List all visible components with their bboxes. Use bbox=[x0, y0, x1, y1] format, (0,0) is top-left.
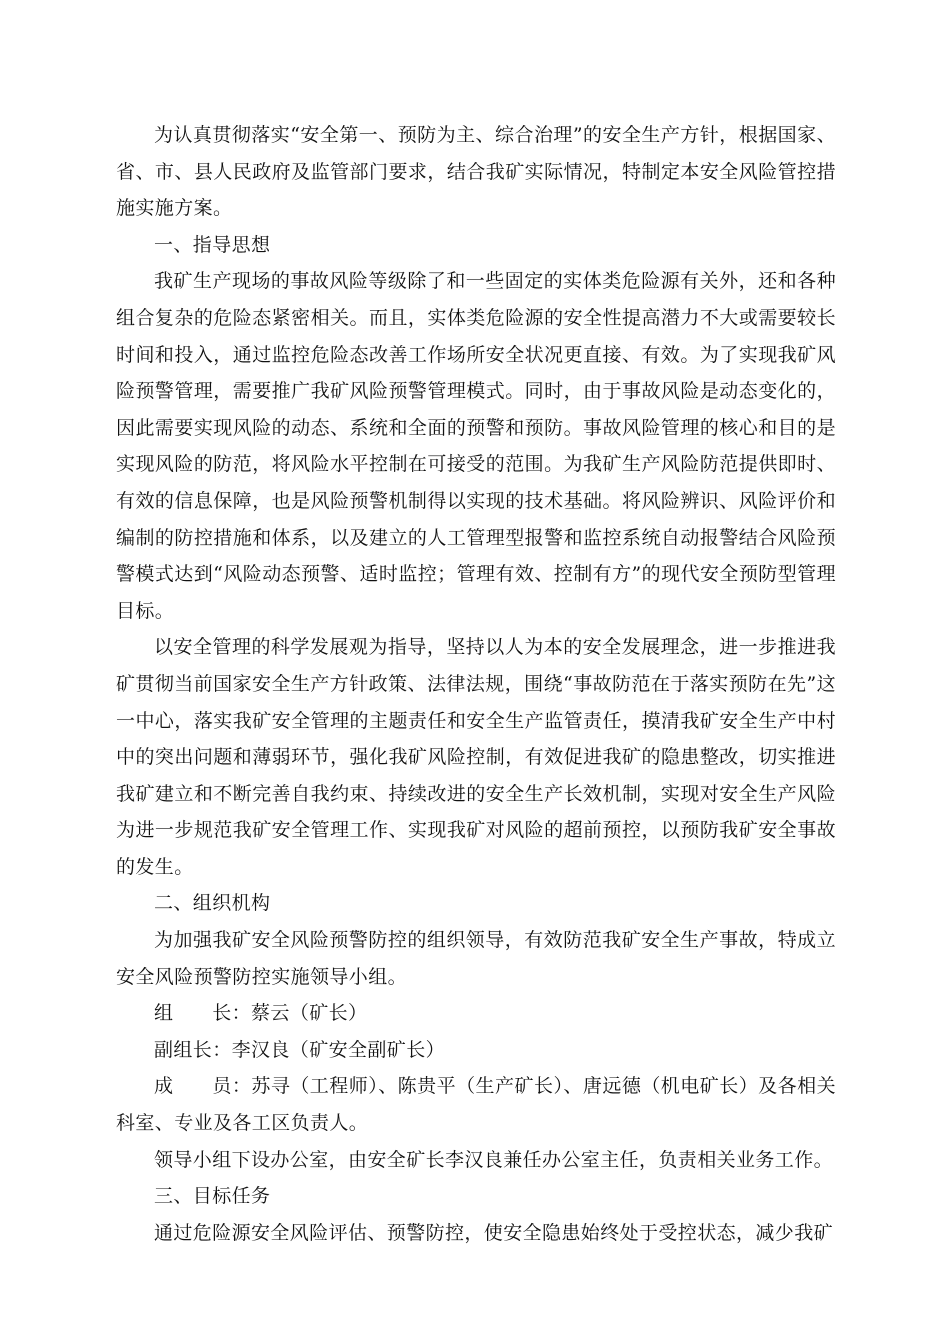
members-line bbox=[116, 1068, 836, 1141]
section-1-paragraph-1: 我矿生产现场的事故风险等级除了和一些固定的实体类危险源有关外，还和各种组合复杂的危险态紧密相关。而且，实体类危险源的安全性提高潜力不大或需要较长时间和投入，通过监控危险态改善工作场所安全状况更直接、有效。为了实现我矿风险预警管理，需要推广我矿风险预警管理模式。同时，由于事故风险是动态变化的，因此需要实现风险的动态、系统和全面的预警和预防。事故风险管理的核心和目的是实现风险的防范，将风险水平控制在可接受的范围。为我矿生产风险防范提供即时、有效的信息保障，也是风险预警机制得以实现的技术基础。将风险辨识、风险评价和编制的防控措施和体系，以及建立的人工管理型报警和监控系统自动报警结合风险预警模式达到“风险动态预警、适时监控；管理有效、控制有方”的现代安全预防型管理目标。 bbox=[116, 270, 836, 622]
leader-value: 蔡云（矿长） bbox=[251, 1002, 368, 1025]
deputy-line bbox=[116, 1032, 836, 1069]
leader-label: 组 长： bbox=[154, 1002, 252, 1025]
leader-line bbox=[116, 995, 836, 1032]
section-2-heading: 二、组织机构 bbox=[154, 892, 271, 915]
section-1-paragraph-2: 以安全管理的科学发展观为指导，坚持以人为本的安全发展理念，进一步推进我矿贯彻当前国家安全生产方针政策、法律法规，围绕“事故防范在于落实预防在先”这一中心，落实我矿安全管理的主题责任和安全生产监管责任，摸清我矿安全生产中村中的突出问题和薄弱环节，强化我矿风险控制，有效促进我矿的隐患整改，切实推进我矿建立和不断完善自我约束、持续改进的安全生产长效机制，实现对安全生产风险为进一步规范我矿安全管理工作、实现我矿对风险的超前预控，以预防我矿安全事故的发生。 bbox=[116, 636, 836, 878]
section-1-heading: 一、指导思想 bbox=[154, 233, 271, 256]
office-paragraph: 领导小组下设办公室，由安全矿长李汉良兼任办公室主任，负责相关业务工作。 bbox=[154, 1148, 834, 1171]
intro-paragraph: 为认真贯彻落实“安全第一、预防为主、综合治理”的安全生产方针，根据国家、省、市、县人民政府及监管部门要求，结合我矿实际情况，特制定本安全风险管控措施实施方案。 bbox=[116, 124, 836, 220]
section-2-paragraph: 为加强我矿安全风险预警防控的组织领导，有效防范我矿安全生产事故，特成立安全风险预警防控实施领导小组。 bbox=[116, 929, 836, 988]
section-3-paragraph: 通过危险源安全风险评估、预警防控，使安全隐患始终处于受控状态，减少我矿 bbox=[154, 1221, 834, 1244]
document-body bbox=[116, 117, 836, 1251]
section-3-heading: 三、目标任务 bbox=[154, 1185, 271, 1208]
members-value: 苏寻（工程师）、陈贵平（生产矿长）、唐远德（机电矿长）及各相关科室、专业及各工区负责人。 bbox=[116, 1075, 836, 1135]
deputy-label: 副组长： bbox=[154, 1038, 232, 1061]
members-label: 成 员： bbox=[154, 1075, 252, 1098]
deputy-value: 李汉良（矿安全副矿长） bbox=[231, 1038, 446, 1061]
